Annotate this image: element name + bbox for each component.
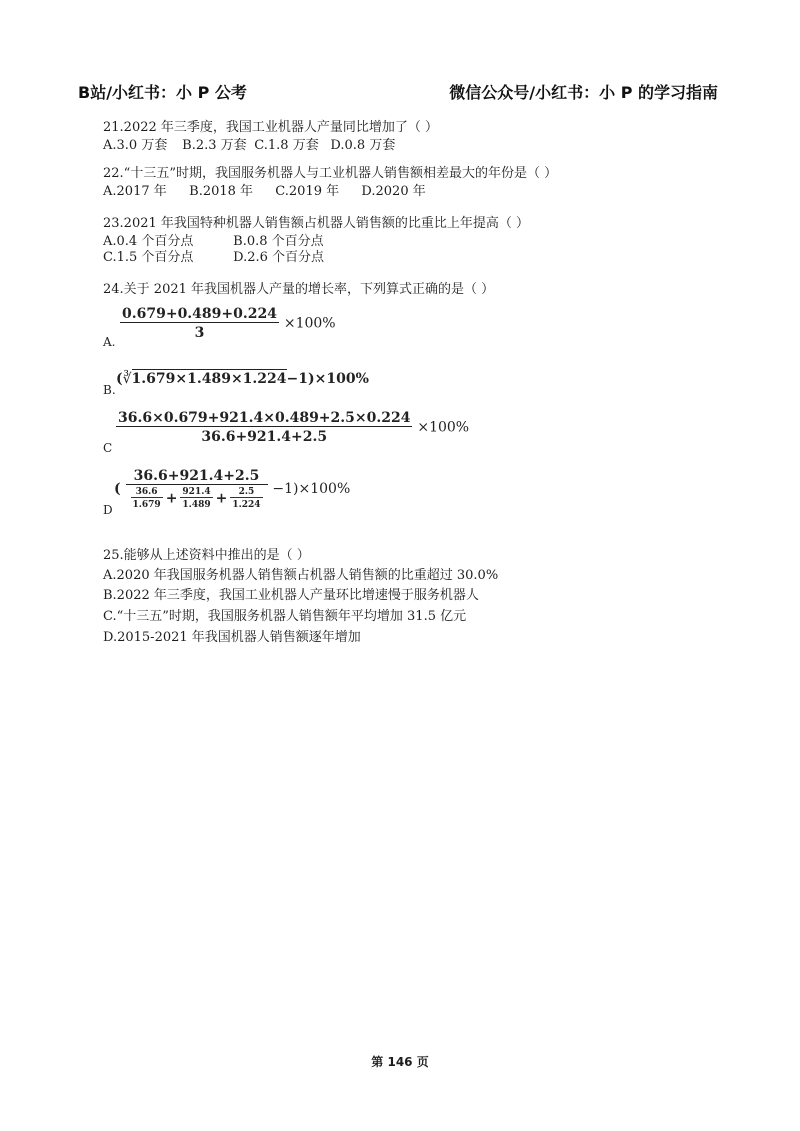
q24-formula-c <box>116 410 469 445</box>
q24-d-term-3 <box>230 487 262 510</box>
header-right: 微信公众号/小红书：小 P 的学习指南 <box>449 83 718 102</box>
page-number: 第 146 页 <box>371 1055 429 1069</box>
q21-option-b: B.2.3 万套 <box>182 138 247 153</box>
q24-d-term-1-num: 36.6 <box>131 487 163 498</box>
q24-formula-d <box>114 468 350 510</box>
q23-option-a: A.0.4 个百分点 <box>103 234 194 249</box>
q21-option-c: C.1.8 万套 <box>254 138 319 153</box>
q23-options-row1 <box>103 234 324 250</box>
q24-c-denominator: 36.6+921.4+2.5 <box>201 429 328 445</box>
q22-options <box>103 184 426 200</box>
q23-options-row2 <box>103 250 324 266</box>
q24-label-c: C <box>103 441 113 455</box>
q24-d-plus-1: + <box>165 490 178 507</box>
q22-option-b: B.2018 年 <box>189 184 254 199</box>
q24-d-open-paren: ( <box>114 481 121 497</box>
q23-option-c: C.1.5 个百分点 <box>103 250 194 265</box>
q24-d-term-1 <box>131 487 163 510</box>
q24-d-term-3-num: 2.5 <box>230 487 262 498</box>
q24-b-open-paren: ( <box>116 371 123 387</box>
q24-d-term-2 <box>180 487 212 510</box>
q24-a-denominator: 3 <box>194 325 205 341</box>
q21-option-d: D.0.8 万套 <box>330 138 396 153</box>
q25-option-b: B.2022 年三季度，我国工业机器人产量环比增速慢于服务机器人 <box>103 588 479 603</box>
q24-formula-b <box>116 369 369 387</box>
q24-label-d: D <box>103 503 113 517</box>
q24-a-numerator: 0.679+0.489+0.224 <box>122 306 277 322</box>
q23-option-d: D.2.6 个百分点 <box>233 250 325 265</box>
q25-option-c: C.“十三五”时期，我国服务机器人销售额年平均增加 31.5 亿元 <box>103 609 467 624</box>
header-left: B站/小红书：小 P 公考 <box>78 83 247 102</box>
q24-d-numerator: 36.6+921.4+2.5 <box>126 468 268 485</box>
q24-formula-a <box>120 306 336 341</box>
q21-options <box>103 138 395 154</box>
q24-d-term-2-num: 921.4 <box>182 487 211 497</box>
q21-option-a: A.3.0 万套 <box>103 138 168 153</box>
q22-stem: 22.“十三五”时期，我国服务机器人与工业机器人销售额相差最大的年份是（ ） <box>103 166 558 181</box>
q24-a-multiplier: ×100% <box>283 315 336 332</box>
q24-b-tail: −1)×100% <box>286 371 369 387</box>
q24-c-fraction <box>116 410 412 445</box>
q21-stem: 21.2022 年三季度，我国工业机器人产量同比增加了（ ） <box>103 120 439 135</box>
q22-option-a: A.2017 年 <box>103 184 167 199</box>
q24-d-tail: −1)×100% <box>272 481 351 497</box>
q24-a-fraction <box>120 306 279 341</box>
q24-d-term-2-den: 1.489 <box>182 500 211 510</box>
q24-d-plus-2: + <box>215 490 228 507</box>
q24-b-radicand: 1.679×1.489×1.224 <box>131 371 287 387</box>
q24-b-root-sign: ∛ <box>122 371 132 387</box>
q24-label-b: B. <box>103 383 116 397</box>
q25-option-d: D.2015-2021 年我国机器人销售额逐年增加 <box>103 630 361 645</box>
q25-option-a: A.2020 年我国服务机器人销售额占机器人销售额的比重超过 30.0% <box>103 568 499 583</box>
q24-d-term-1-den: 1.679 <box>132 500 161 510</box>
q23-stem: 23.2021 年我国特种机器人销售额占机器人销售额的比重比上年提高（ ） <box>103 216 530 231</box>
q22-option-d: D.2020 年 <box>361 184 426 199</box>
q24-label-a: A. <box>103 335 116 349</box>
q25-stem: 25.能够从上述资料中推出的是（ ） <box>103 548 310 563</box>
q24-d-fraction <box>126 468 268 510</box>
q24-d-term-3-den: 1.224 <box>232 500 261 510</box>
q23-option-b: B.0.8 个百分点 <box>233 234 324 249</box>
q24-stem: 24.关于 2021 年我国机器人产量的增长率，下列算式正确的是（ ） <box>103 282 495 297</box>
q22-option-c: C.2019 年 <box>275 184 340 199</box>
q24-c-numerator: 36.6×0.679+921.4×0.489+2.5×0.224 <box>118 410 411 426</box>
q24-d-denominator <box>126 485 268 510</box>
q24-c-multiplier: ×100% <box>417 419 470 436</box>
